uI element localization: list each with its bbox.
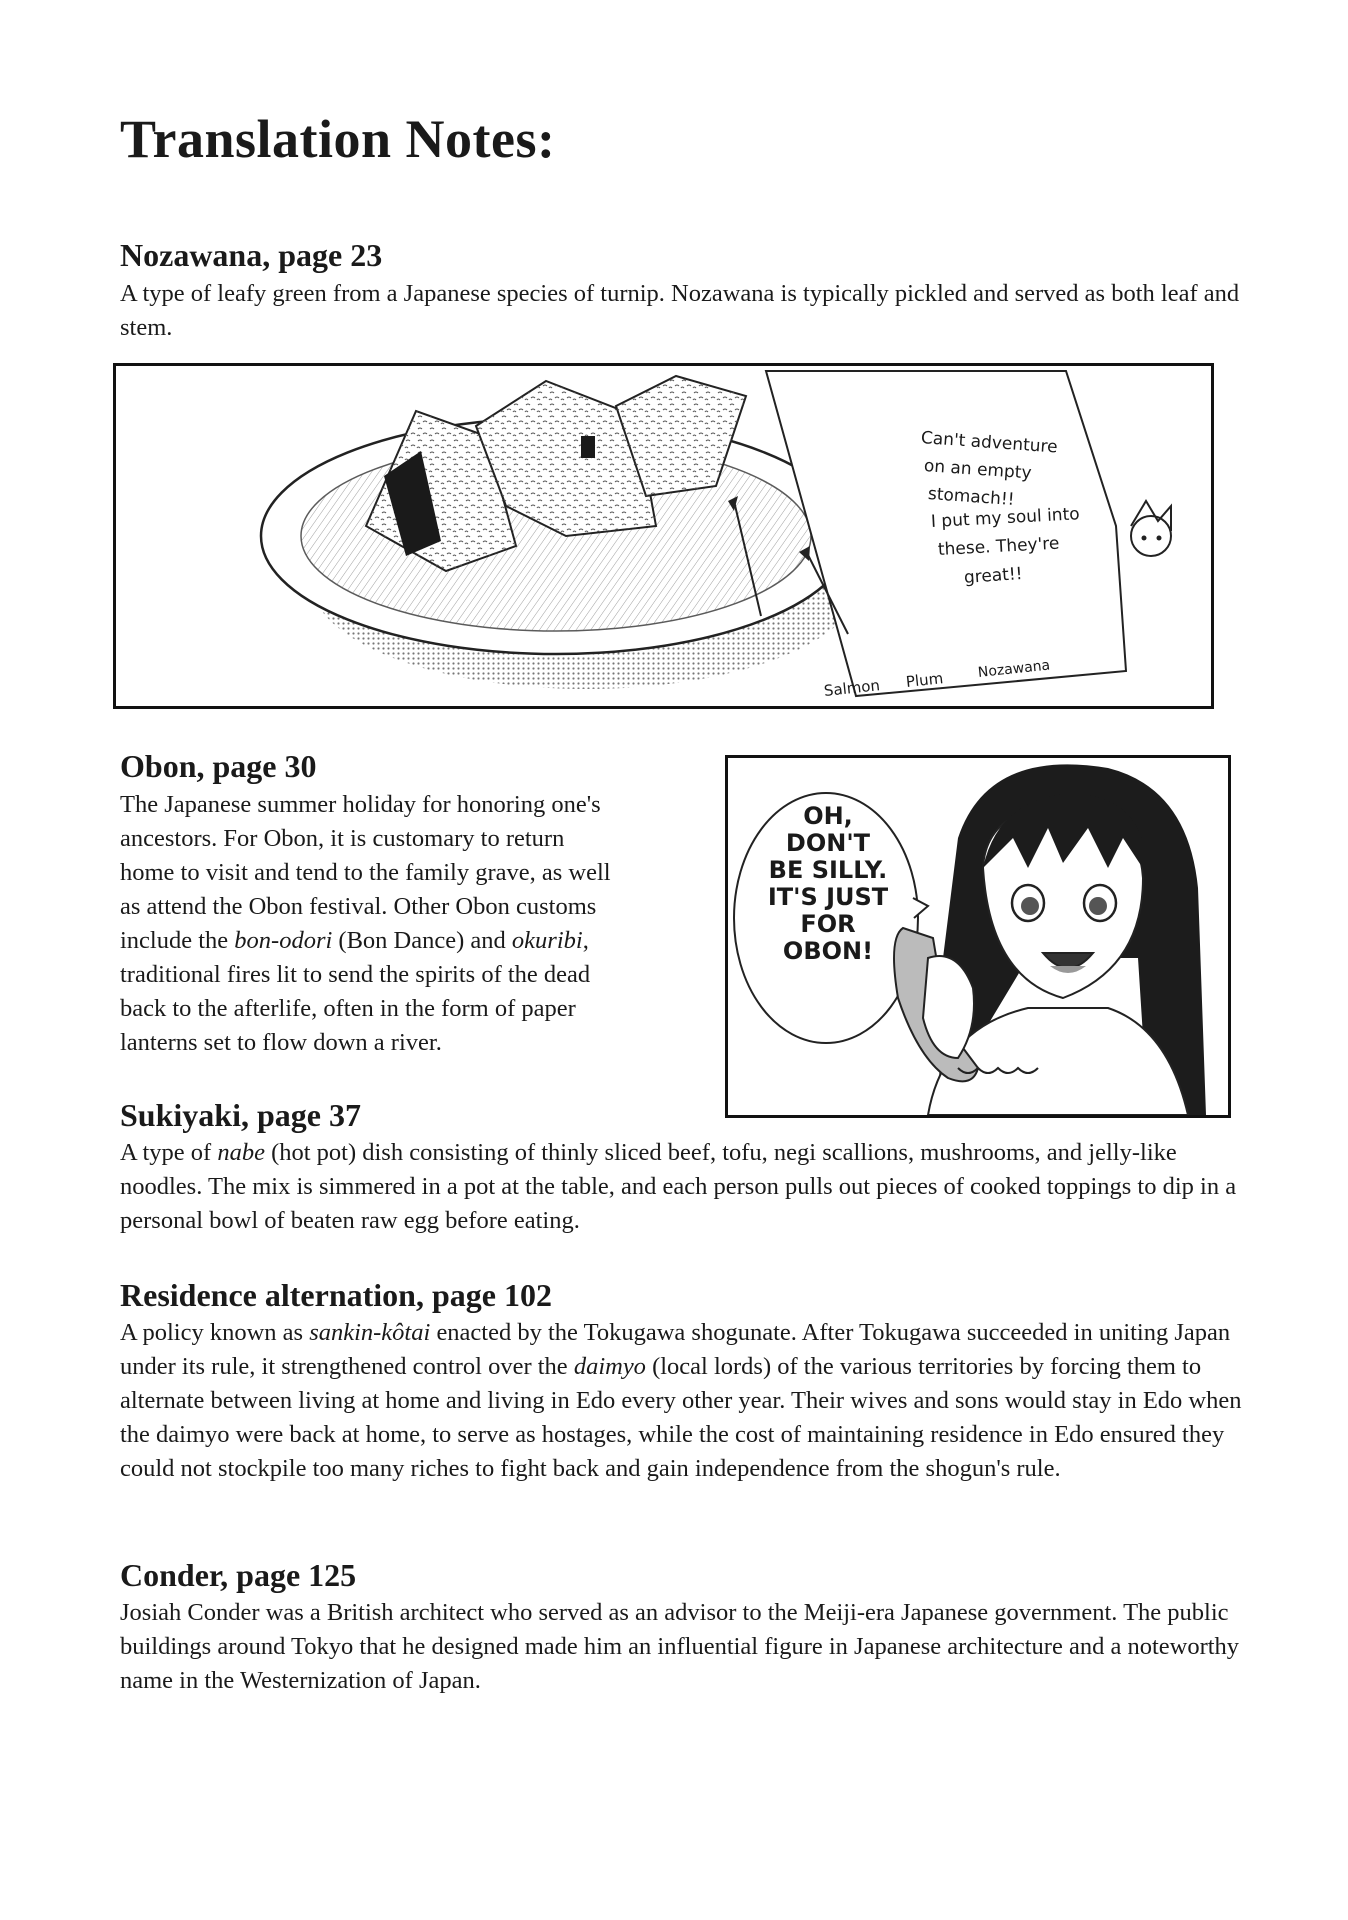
- text-line: as attend the Obon festival. Other Obon customs: [120, 893, 597, 920]
- note-body-conder: Josiah Conder was a British architect who served as an advisor to the Meiji-era Japanese government. The public buildings around Tokyo that he designed made him an influential figure in Japanese architecture and a noteworthy name in the Westernization of Japan.: [120, 1599, 1240, 1694]
- note-paper: [766, 371, 1126, 696]
- text-line: home to visit and tend to the family grave, as well: [120, 859, 611, 886]
- label-plum: Plum: [905, 669, 945, 691]
- text-line: back to the afterlife, often in the form of paper: [120, 995, 576, 1022]
- note-line: Can't adventure: [920, 428, 1059, 458]
- page-title: Translation Notes:: [120, 109, 556, 169]
- text-line: traditional fires lit to send the spirits of the dead: [120, 961, 591, 988]
- note-heading-conder: Conder, page 125: [120, 1557, 357, 1593]
- note-heading-nozawana: Nozawana, page 23: [120, 237, 383, 273]
- text-line: include the bon-odori (Bon Dance) and okuribi,: [120, 927, 589, 954]
- label-salmon: Salmon: [823, 676, 881, 700]
- onigiri-manga-panel: [113, 363, 1214, 709]
- bubble-line: OBON!: [782, 937, 874, 965]
- chibi-face: [1131, 516, 1171, 556]
- bubble-line: OH,: [803, 802, 853, 830]
- note-body-residence-alternation: A policy known as sankin-kôtai enacted by the Tokugawa shogunate. After Tokugawa succeeded in uniting Japan under its rule, it strengthened control over the daimyo (local lords) of the various territories by forcing them to alternate between living at home and living in Edo every other year. Their wives and sons would stay in Edo when the daimyo were back at home, to serve as hostages, while the cost of maintaining residence in Edo ensured they could not stockpile too many riches to fight back and gain independence from the shogun's rule.: [120, 1319, 1242, 1482]
- note-line: I put my soul into: [930, 504, 1081, 532]
- note-heading-obon: Obon, page 30: [120, 748, 317, 784]
- note-body-sukiyaki: A type of nabe (hot pot) dish consisting of thinly sliced beef, tofu, negi scallions, mushrooms, and jelly-like noodles. The mix is simmered in a pot at the table, and each person pulls out pieces of cooked toppings to dip in a personal bowl of beaten raw egg before eating.: [120, 1139, 1237, 1234]
- speech-bubble-text: [743, 803, 913, 965]
- bubble-line: DON'T: [785, 829, 871, 857]
- note-body-obon: [120, 788, 700, 1060]
- obon-manga-panel: [725, 755, 1231, 1118]
- note-line: stomach!!: [927, 484, 1016, 511]
- text-line: The Japanese summer holiday for honoring one's: [120, 791, 601, 818]
- note-line: on an empty: [923, 456, 1033, 484]
- note-heading-residence-alternation: Residence alternation, page 102: [120, 1277, 552, 1313]
- label-nozawana: Nozawana: [977, 657, 1051, 681]
- text-line: lanterns set to flow down a river.: [120, 1029, 442, 1056]
- bubble-line: FOR: [800, 910, 856, 938]
- note-line: great!!: [963, 563, 1024, 588]
- text-line: ancestors. For Obon, it is customary to return: [120, 825, 565, 852]
- note-body-nozawana: A type of leafy green from a Japanese species of turnip. Nozawana is typically pickled and served as both leaf and stem.: [120, 280, 1240, 341]
- note-line: these. They're: [937, 533, 1060, 560]
- bubble-line: IT'S JUST: [767, 883, 889, 911]
- bubble-line: BE SILLY.: [768, 856, 888, 884]
- note-heading-sukiyaki: Sukiyaki, page 37: [120, 1097, 361, 1133]
